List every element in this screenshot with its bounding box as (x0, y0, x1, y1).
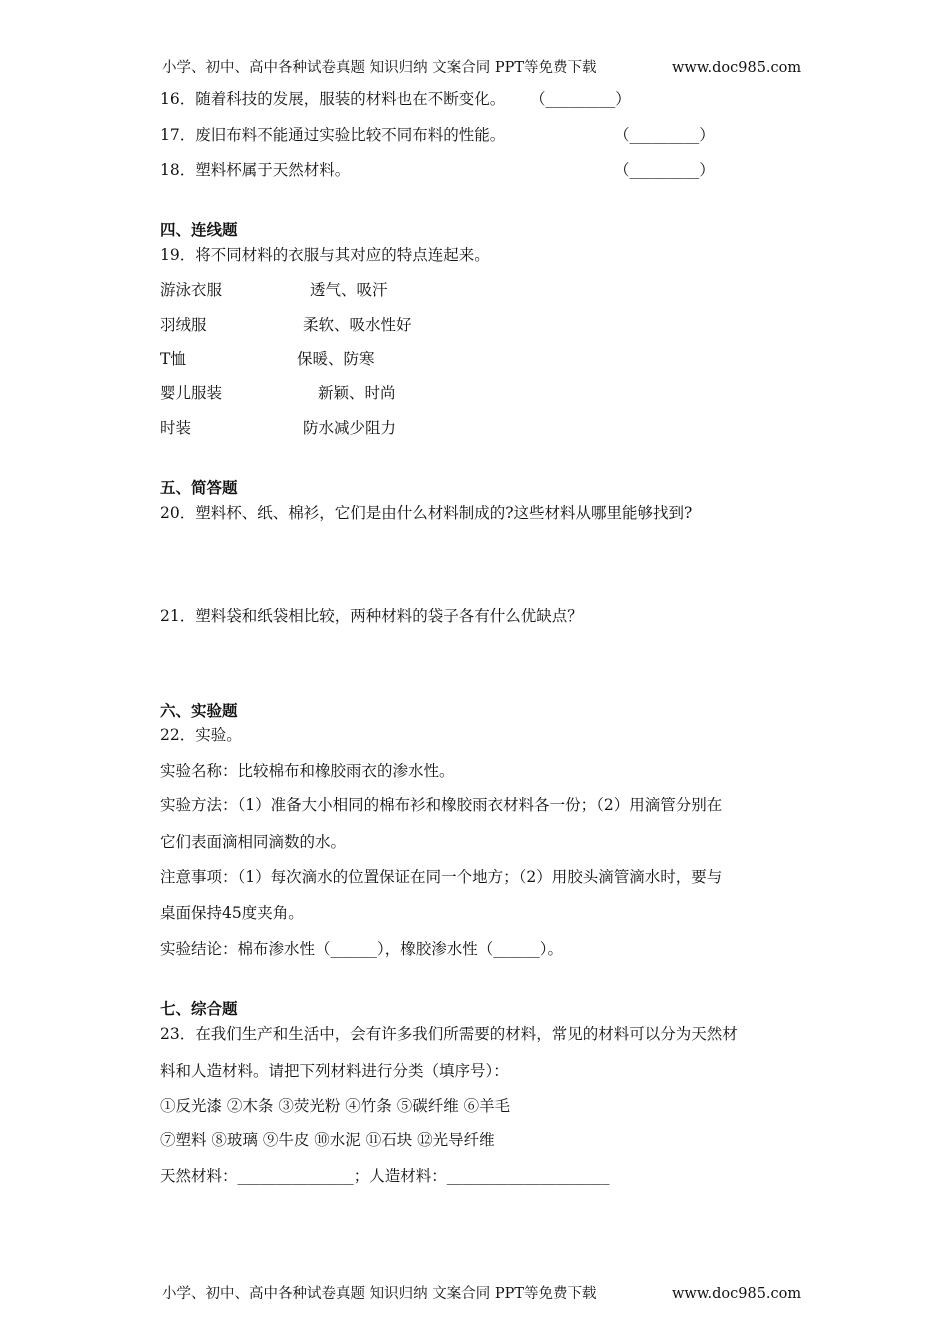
match-left-item[interactable]: 羽绒服 (160, 316, 207, 334)
section-title-short-answer: 五、简答题 (160, 479, 238, 497)
header-text: 小学、初中、高中各种试卷真题 知识归纳 文案合同 PPT等免费下载 (162, 60, 597, 76)
match-right-item[interactable]: 保暖、防寒 (297, 350, 375, 368)
experiment-note-line1: 注意事项：（1）每次滴水的位置保证在同一个地方；（2）用胶头滴管滴水时，要与 (160, 868, 723, 886)
experiment-name: 实验名称：比较棉布和橡胶雨衣的渗水性。 (160, 762, 455, 780)
question-16: 16．随着科技的发展，服装的材料也在不断变化。 (160, 90, 506, 108)
question-17: 17．废旧布料不能通过实验比较不同布料的性能。 (160, 126, 506, 144)
section-title-experiment: 六、实验题 (160, 702, 238, 720)
match-left-item[interactable]: T恤 (160, 350, 186, 368)
question-21: 21．塑料袋和纸袋相比较，两种材料的袋子各有什么优缺点？ (160, 607, 583, 625)
materials-list-line2: ⑦塑料 ⑧玻璃 ⑨牛皮 ⑩水泥 ⑪石块 ⑫光导纤维 (160, 1131, 495, 1149)
question-18: 18．塑料杯属于天然材料。 (160, 161, 351, 179)
experiment-method-line2: 它们表面滴相同滴数的水。 (160, 833, 347, 851)
question-23-line1: 23．在我们生产和生活中，会有许多我们所需要的材料，常见的材料可以分为天然材 (160, 1025, 738, 1043)
experiment-conclusion[interactable]: 实验结论：棉布渗水性（______），橡胶渗水性（______）。 (160, 940, 564, 958)
match-right-item[interactable]: 防水减少阻力 (303, 419, 397, 437)
answer-blank-18[interactable]: （_________） (614, 161, 715, 179)
header-url[interactable]: www.doc985.com (672, 60, 802, 76)
section-title-comprehensive: 七、综合题 (160, 1000, 238, 1018)
classification-answer[interactable]: 天然材料：_______________；人造材料：_____________________ (160, 1167, 610, 1185)
match-left-item[interactable]: 婴儿服装 (160, 384, 223, 402)
match-right-item[interactable]: 透气、吸汗 (310, 281, 388, 299)
materials-list-line1: ①反光漆 ②木条 ③荧光粉 ④竹条 ⑤碳纤维 ⑥羊毛 (160, 1097, 511, 1115)
match-left-item[interactable]: 游泳衣服 (160, 281, 223, 299)
question-22: 22．实验。 (160, 726, 242, 744)
section-title-matching: 四、连线题 (160, 221, 238, 239)
answer-blank-17[interactable]: （_________） (614, 126, 715, 144)
question-23-line2: 料和人造材料。请把下列材料进行分类（填序号）： (160, 1062, 509, 1080)
match-left-item[interactable]: 时装 (160, 419, 192, 437)
match-right-item[interactable]: 柔软、吸水性好 (303, 316, 412, 334)
footer-text: 小学、初中、高中各种试卷真题 知识归纳 文案合同 PPT等免费下载 (162, 1286, 597, 1302)
experiment-method-line1: 实验方法：（1）准备大小相同的棉布衫和橡胶雨衣材料各一份；（2）用滴管分别在 (160, 796, 723, 814)
experiment-note-line2: 桌面保持45度夹角。 (160, 904, 304, 922)
question-19: 19．将不同材料的衣服与其对应的特点连起来。 (160, 246, 490, 264)
answer-blank-16[interactable]: （_________） (530, 90, 631, 108)
match-right-item[interactable]: 新颖、时尚 (318, 384, 396, 402)
footer-url[interactable]: www.doc985.com (672, 1286, 802, 1302)
question-20: 20．塑料杯、纸、棉衫，它们是由什么材料制成的?这些材料从哪里能够找到? (160, 504, 693, 522)
